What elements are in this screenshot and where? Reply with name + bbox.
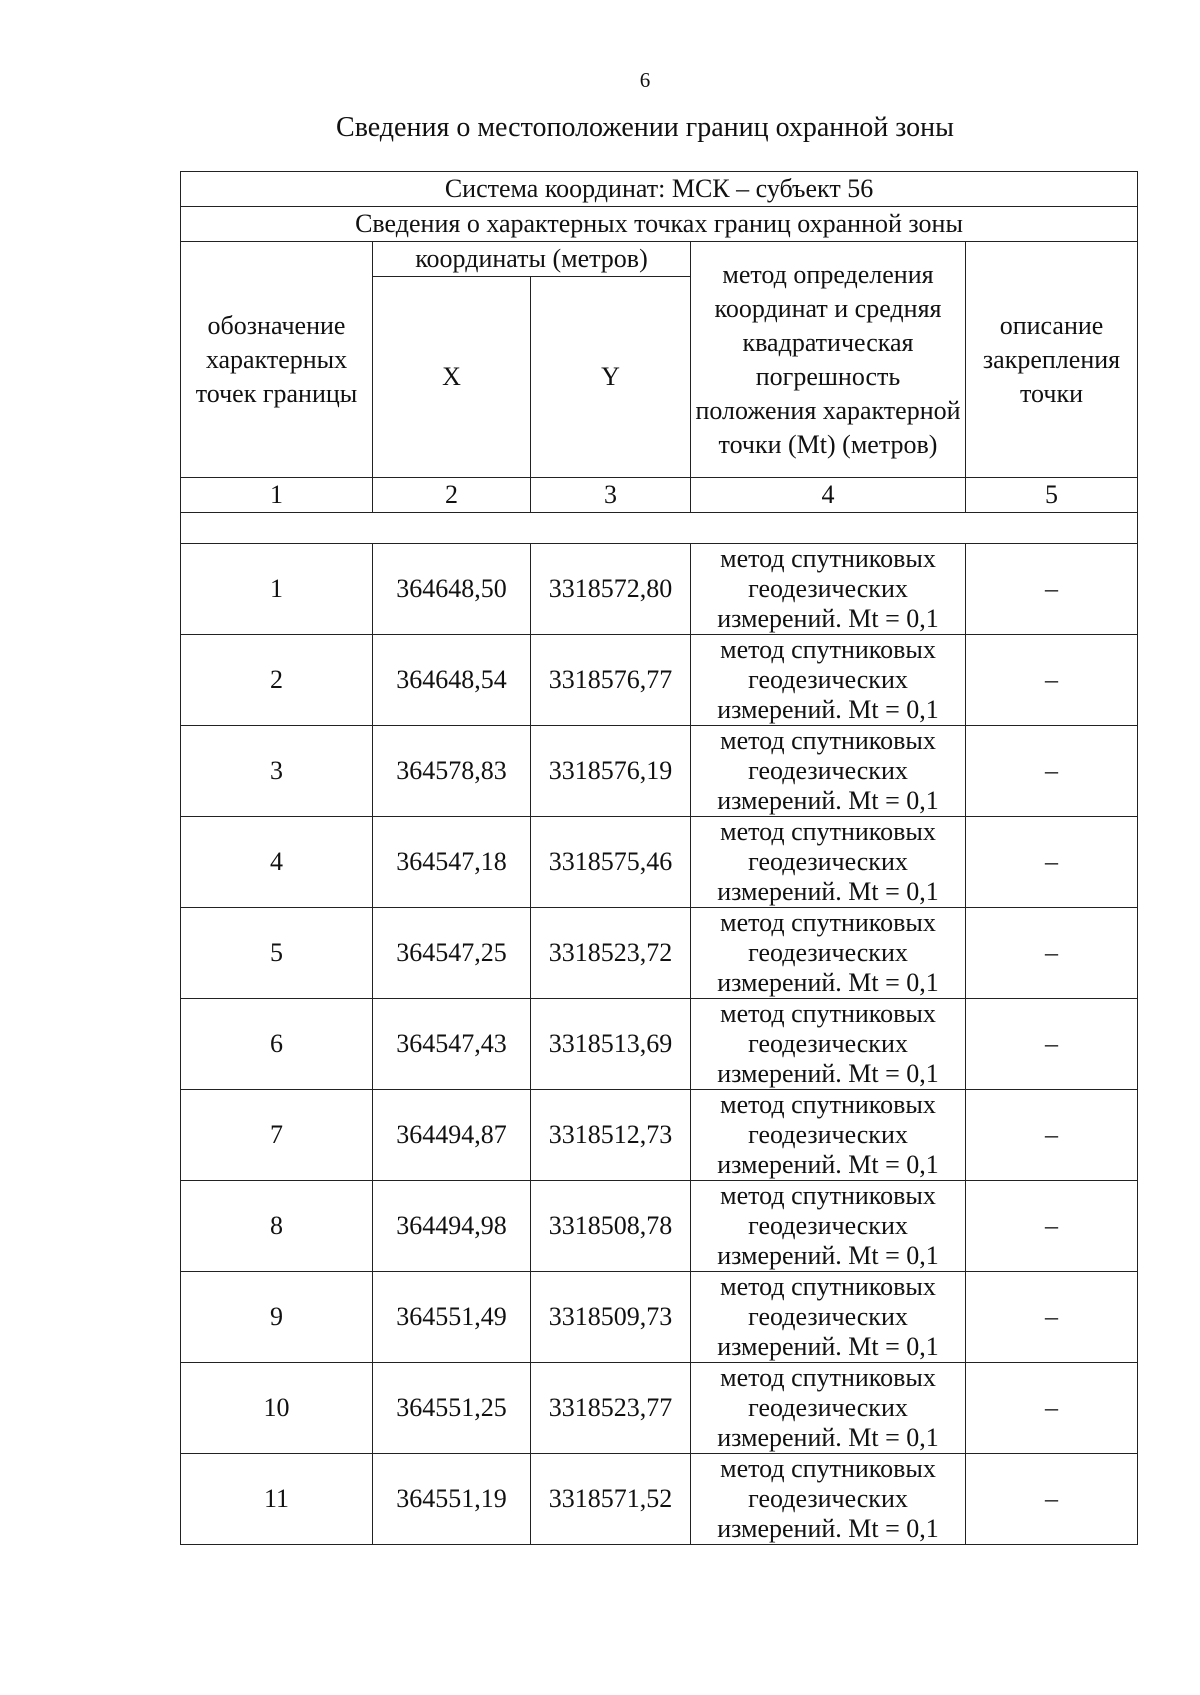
description-cell: –	[966, 1272, 1138, 1363]
point-cell: 2	[181, 635, 373, 726]
table-row	[181, 544, 1138, 635]
x-cell: 364494,87	[373, 1090, 531, 1181]
point-cell: 7	[181, 1090, 373, 1181]
point-cell: 9	[181, 1272, 373, 1363]
table-row	[181, 1090, 1138, 1181]
boundary-points-table	[180, 171, 1138, 1545]
method-cell: метод спутниковых геодезических измерений. Mt = 0,1	[691, 726, 966, 817]
description-cell: –	[966, 1181, 1138, 1272]
y-cell: 3318576,77	[531, 635, 691, 726]
description-cell: –	[966, 635, 1138, 726]
method-cell: метод спутниковых геодезических измерений. Mt = 0,1	[691, 1363, 966, 1454]
point-cell: 6	[181, 999, 373, 1090]
header-designation: обозначение характерных точек границы	[181, 242, 373, 478]
description-cell: –	[966, 1363, 1138, 1454]
y-cell: 3318572,80	[531, 544, 691, 635]
method-cell: метод спутниковых геодезических измерений. Mt = 0,1	[691, 544, 966, 635]
point-cell: 8	[181, 1181, 373, 1272]
y-cell: 3318571,52	[531, 1454, 691, 1545]
method-cell: метод спутниковых геодезических измерений. Mt = 0,1	[691, 1454, 966, 1545]
table-row	[181, 1454, 1138, 1545]
y-cell: 3318576,19	[531, 726, 691, 817]
header-coordinates: координаты (метров)	[373, 242, 691, 277]
description-cell: –	[966, 999, 1138, 1090]
x-cell: 364648,54	[373, 635, 531, 726]
coordinate-system-cell: Система координат: МСК – субъект 56	[181, 172, 1138, 207]
y-cell: 3318523,77	[531, 1363, 691, 1454]
table-row	[181, 1181, 1138, 1272]
x-cell: 364551,19	[373, 1454, 531, 1545]
description-cell: –	[966, 726, 1138, 817]
description-cell: –	[966, 1454, 1138, 1545]
coordinate-system-row	[181, 172, 1138, 207]
y-cell: 3318575,46	[531, 817, 691, 908]
y-cell: 3318513,69	[531, 999, 691, 1090]
document-title: Сведения о местоположении границ охранной зоны	[336, 112, 954, 143]
header-method: метод определения координат и средняя квадратическая погрешность положения характерной точки (Mt) (метров)	[691, 242, 966, 478]
table-row	[181, 1272, 1138, 1363]
x-cell: 364547,25	[373, 908, 531, 999]
method-cell: метод спутниковых геодезических измерений. Mt = 0,1	[691, 817, 966, 908]
y-cell: 3318509,73	[531, 1272, 691, 1363]
table-row	[181, 726, 1138, 817]
column-number: 4	[691, 478, 966, 513]
x-cell: 364578,83	[373, 726, 531, 817]
method-cell: метод спутниковых геодезических измерений. Mt = 0,1	[691, 1272, 966, 1363]
header-description: описание закрепления точки	[966, 242, 1138, 478]
method-cell: метод спутниковых геодезических измерений. Mt = 0,1	[691, 999, 966, 1090]
column-number-row	[181, 478, 1138, 513]
description-cell: –	[966, 1090, 1138, 1181]
method-cell: метод спутниковых геодезических измерений. Mt = 0,1	[691, 635, 966, 726]
table-row	[181, 1363, 1138, 1454]
table-row	[181, 999, 1138, 1090]
points-info-cell: Сведения о характерных точках границ охранной зоны	[181, 207, 1138, 242]
description-cell: –	[966, 817, 1138, 908]
x-cell: 364547,43	[373, 999, 531, 1090]
column-number: 2	[373, 478, 531, 513]
method-cell: метод спутниковых геодезических измерений. Mt = 0,1	[691, 908, 966, 999]
table-row	[181, 817, 1138, 908]
x-cell: 364494,98	[373, 1181, 531, 1272]
point-cell: 3	[181, 726, 373, 817]
method-cell: метод спутниковых геодезических измерений. Mt = 0,1	[691, 1181, 966, 1272]
header-y: Y	[531, 277, 691, 478]
y-cell: 3318508,78	[531, 1181, 691, 1272]
header-row	[181, 242, 1138, 277]
x-cell: 364547,18	[373, 817, 531, 908]
point-cell: 5	[181, 908, 373, 999]
column-number: 3	[531, 478, 691, 513]
description-cell: –	[966, 908, 1138, 999]
blank-cell	[181, 513, 1138, 544]
method-cell: метод спутниковых геодезических измерений. Mt = 0,1	[691, 1090, 966, 1181]
y-cell: 3318523,72	[531, 908, 691, 999]
points-info-row	[181, 207, 1138, 242]
column-number: 1	[181, 478, 373, 513]
x-cell: 364648,50	[373, 544, 531, 635]
column-number: 5	[966, 478, 1138, 513]
point-cell: 4	[181, 817, 373, 908]
header-x: X	[373, 277, 531, 478]
blank-row	[181, 513, 1138, 544]
x-cell: 364551,49	[373, 1272, 531, 1363]
y-cell: 3318512,73	[531, 1090, 691, 1181]
point-cell: 11	[181, 1454, 373, 1545]
table-row	[181, 635, 1138, 726]
x-cell: 364551,25	[373, 1363, 531, 1454]
point-cell: 10	[181, 1363, 373, 1454]
page-number: 6	[639, 68, 651, 92]
description-cell: –	[966, 544, 1138, 635]
point-cell: 1	[181, 544, 373, 635]
table-row	[181, 908, 1138, 999]
